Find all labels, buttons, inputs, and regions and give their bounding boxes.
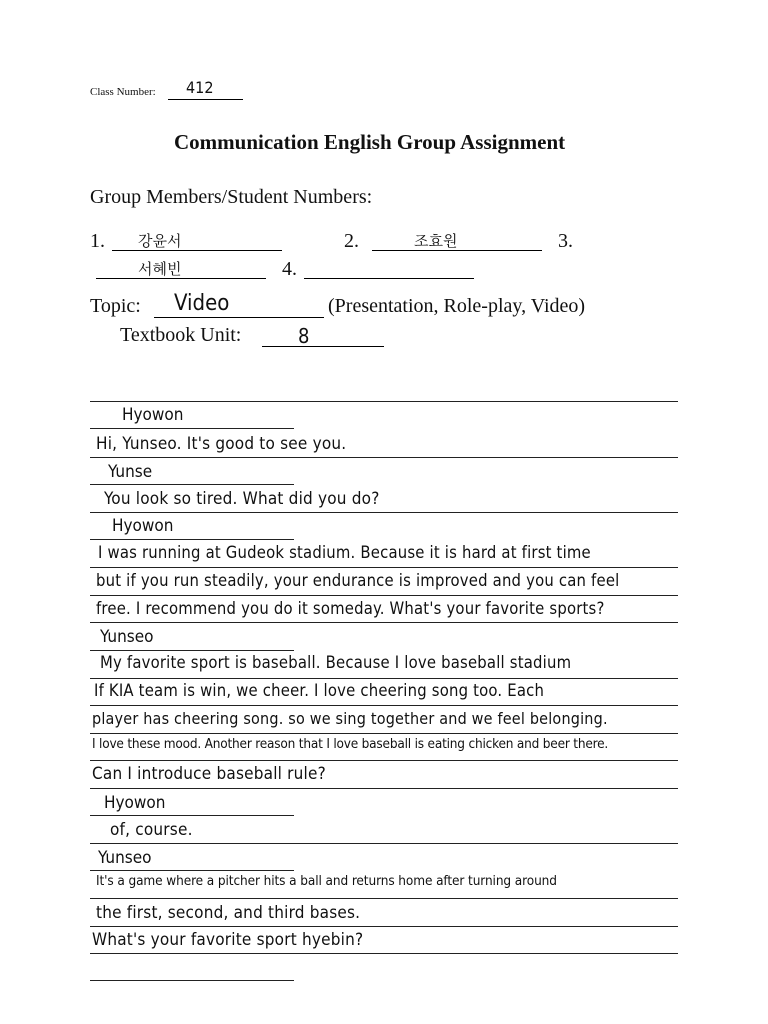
- script-line-text: of, course.: [110, 820, 193, 840]
- script-line-text: free. I recommend you do it someday. What's your favorite sports?: [96, 599, 605, 618]
- script-line: [90, 622, 678, 623]
- speaker-name: Yunseo: [98, 848, 152, 868]
- textbook-unit-line: [262, 346, 384, 347]
- topic-label: Topic:: [90, 295, 141, 317]
- class-number-line: [168, 99, 243, 100]
- textbook-unit-value: 8: [298, 324, 310, 348]
- script-line-text: If KIA team is win, we cheer. I love cheering song too. Each: [94, 681, 545, 700]
- class-number-label: Class Number:: [90, 86, 156, 98]
- member-2-number: 2.: [344, 230, 359, 252]
- class-number-value: 412: [186, 78, 214, 97]
- script-line-text: It's a game where a pitcher hits a ball and returns home after turning around: [96, 873, 557, 889]
- member-1-name: 강윤서: [138, 232, 182, 250]
- speaker-name: Hyowon: [104, 793, 166, 813]
- script-line: [90, 705, 678, 706]
- speaker-name: Yunseo: [100, 627, 154, 647]
- script-line: [90, 760, 678, 761]
- speaker-name: Yunse: [108, 462, 153, 482]
- speaker-line: [90, 980, 294, 981]
- speaker-line: [90, 484, 294, 485]
- group-members-label: Group Members/Student Numbers:: [90, 186, 373, 208]
- textbook-unit-label: Textbook Unit:: [120, 324, 242, 346]
- speaker-line: [90, 815, 294, 816]
- script-line-text: My favorite sport is baseball. Because I love baseball stadium: [100, 653, 572, 672]
- script-line: [90, 898, 678, 899]
- member-4-number: 4.: [282, 258, 297, 280]
- script-line: [90, 678, 678, 679]
- script-line: [90, 512, 678, 513]
- speaker-line: [90, 650, 294, 651]
- section-divider: [90, 401, 678, 402]
- script-line: [90, 733, 678, 734]
- script-line-text: What's your favorite sport hyebin?: [92, 930, 364, 950]
- script-line-text: but if you run steadily, your endurance is improved and you can feel: [96, 571, 620, 590]
- script-line-text: I was running at Gudeok stadium. Because it is hard at first time: [98, 543, 591, 562]
- topic-options: (Presentation, Role-play, Video): [328, 295, 586, 317]
- topic-value: Video: [174, 291, 230, 316]
- script-line-text: You look so tired. What did you do?: [104, 489, 380, 509]
- script-line: [90, 926, 678, 927]
- script-line-text: player has cheering song. so we sing together and we feel belonging.: [92, 709, 608, 728]
- page-title: Communication English Group Assignment: [174, 130, 566, 154]
- script-line: [90, 457, 678, 458]
- speaker-line: [90, 539, 294, 540]
- script-line: [90, 567, 678, 568]
- script-line-text: the first, second, and third bases.: [96, 903, 361, 923]
- member-3-number: 3.: [558, 230, 573, 252]
- script-line: [90, 595, 678, 596]
- script-line-text: Can I introduce baseball rule?: [92, 764, 326, 784]
- speaker-name: Hyowon: [112, 516, 174, 536]
- member-3-name: 서혜빈: [138, 260, 182, 278]
- speaker-line: [90, 870, 294, 871]
- topic-line: [154, 317, 324, 318]
- script-line: [90, 953, 678, 954]
- script-line-text: Hi, Yunseo. It's good to see you.: [96, 434, 347, 454]
- script-line-text: I love these mood. Another reason that I love baseball is eating chicken and beer there.: [92, 736, 609, 752]
- member-1-number: 1.: [90, 230, 105, 252]
- speaker-name: Hyowon: [122, 405, 184, 425]
- speaker-line: [90, 428, 294, 429]
- script-line: [90, 843, 678, 844]
- member-4-line: [304, 278, 474, 279]
- member-2-name: 조효원: [414, 232, 458, 250]
- script-line: [90, 788, 678, 789]
